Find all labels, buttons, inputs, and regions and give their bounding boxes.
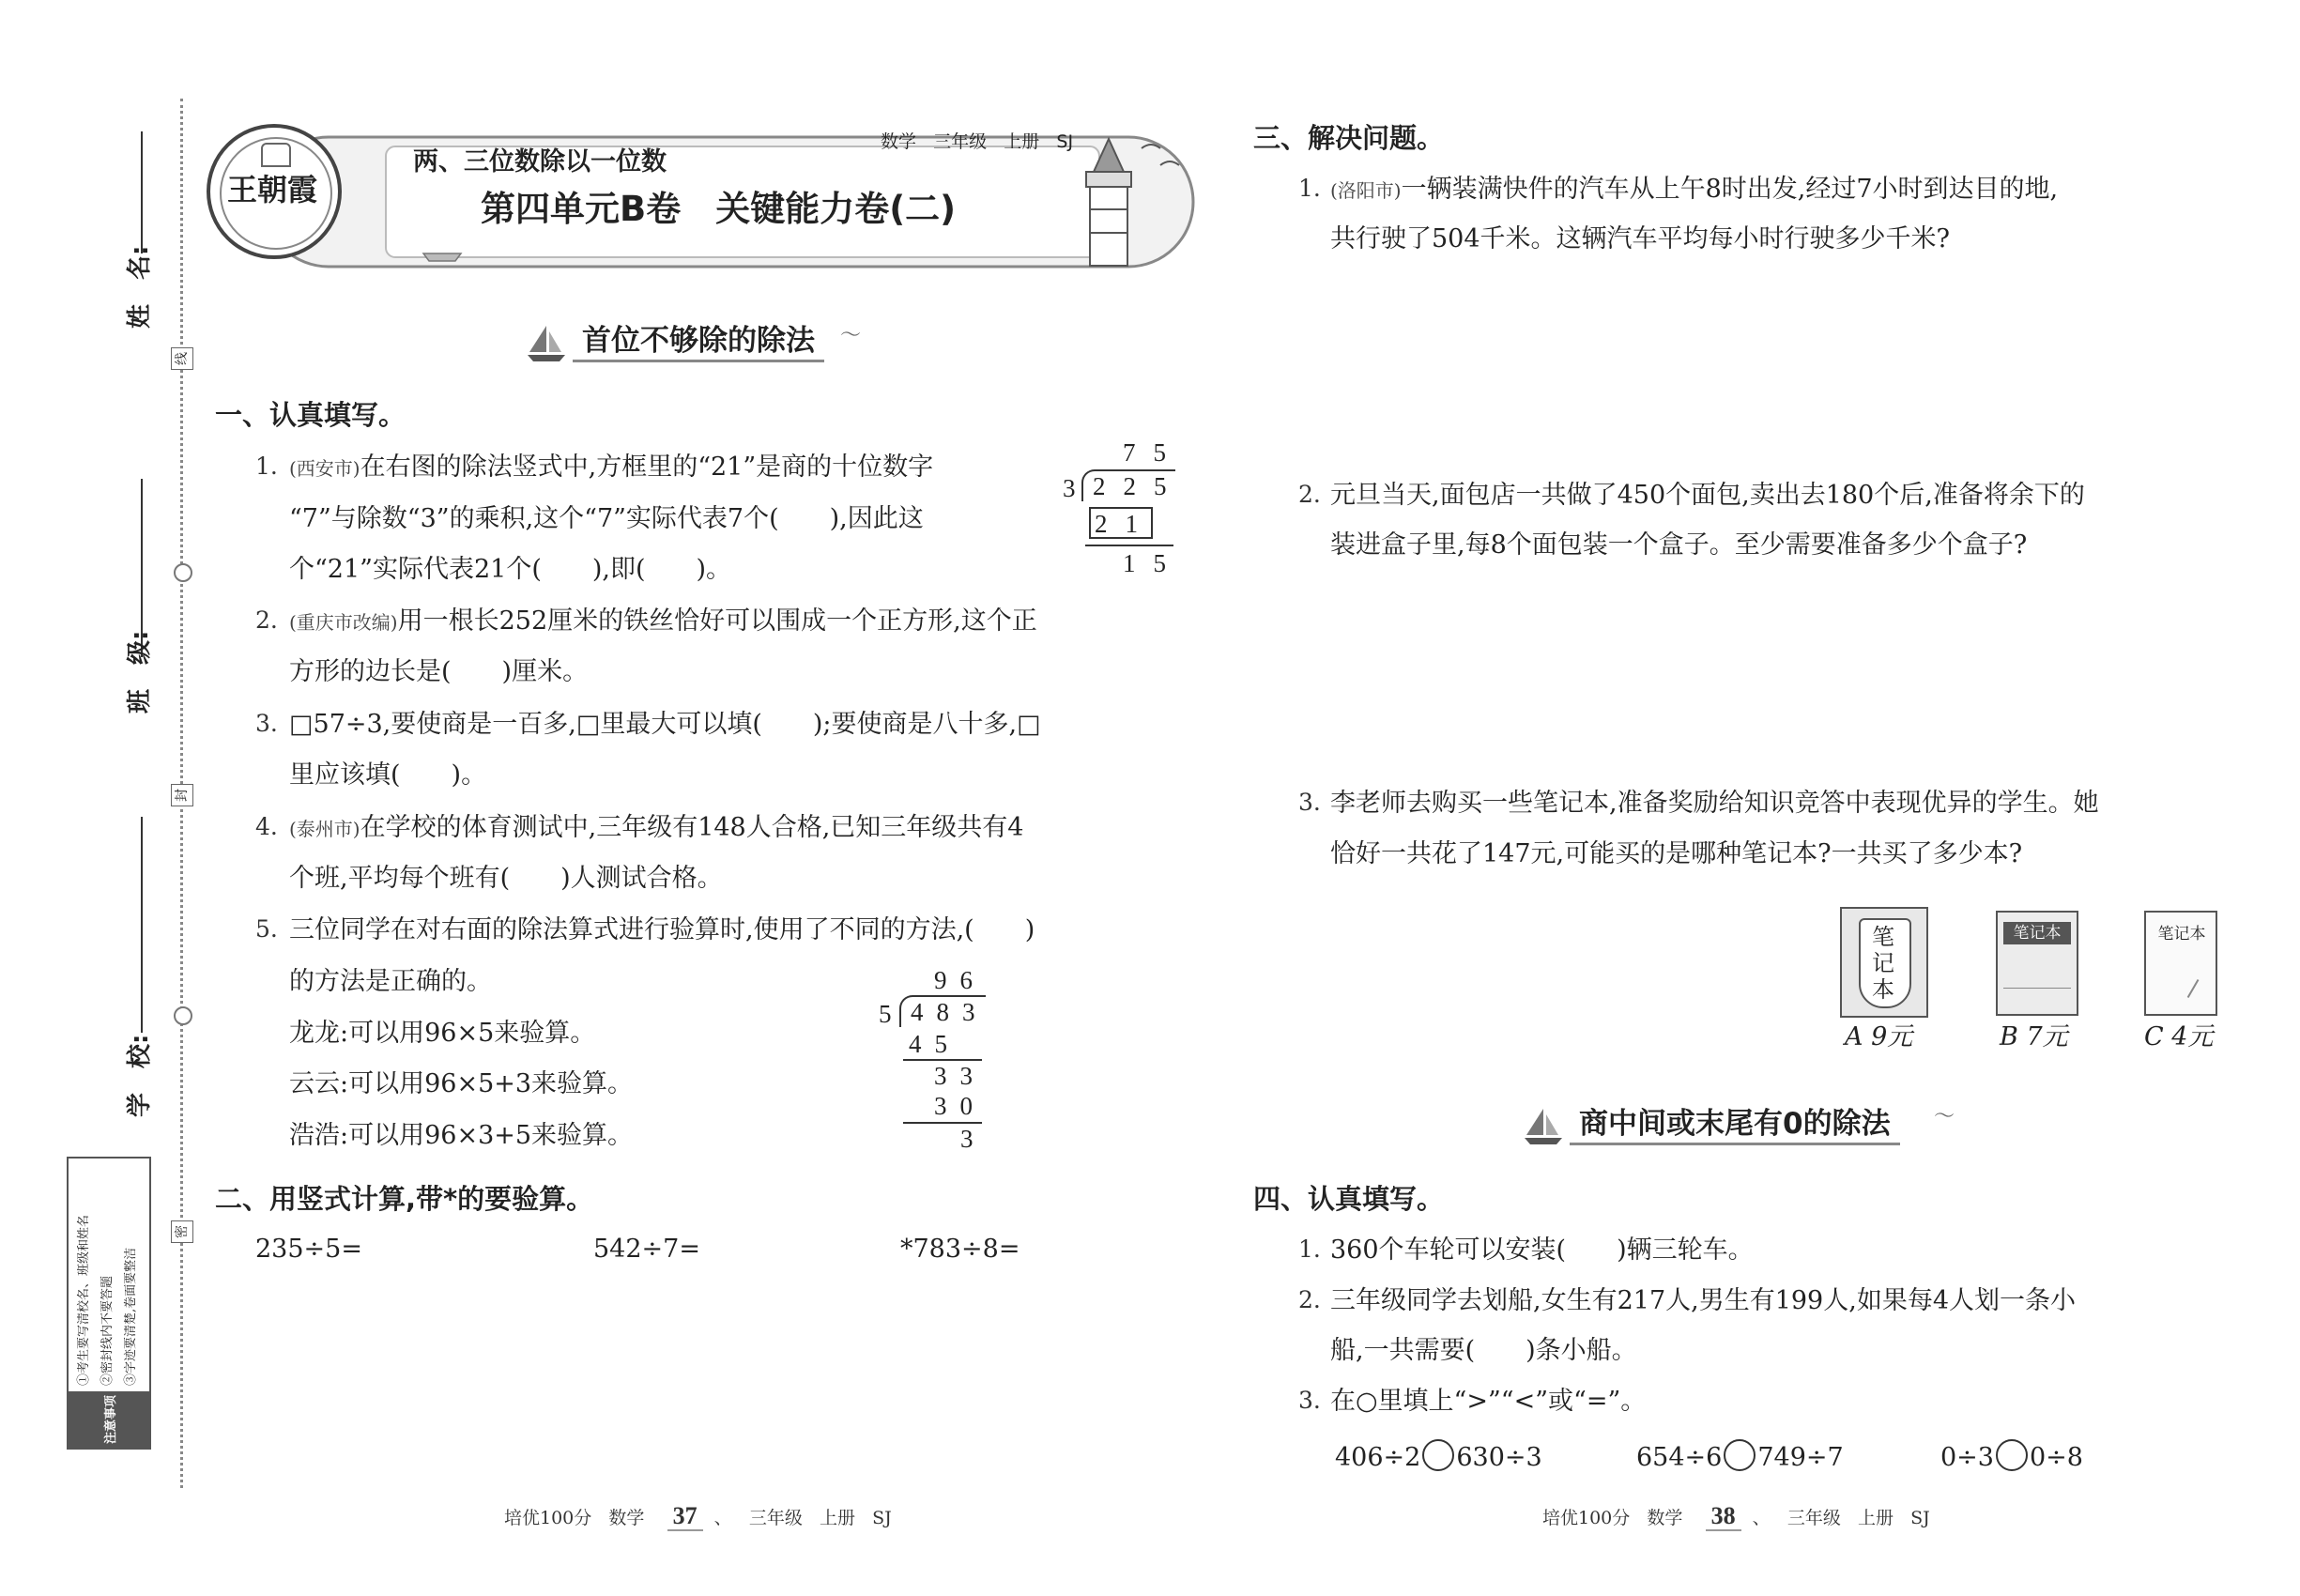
calc-item-3: *783÷8= bbox=[900, 1235, 1020, 1264]
q5-number: 5. bbox=[255, 915, 278, 943]
compare-right: 749÷7 bbox=[1757, 1443, 1844, 1472]
seal-char-feng: 封 bbox=[171, 784, 193, 806]
notes-title: 注意事项 bbox=[69, 1391, 149, 1448]
r4-q3-number: 3. bbox=[1298, 1387, 1321, 1414]
compare-right: 0÷8 bbox=[2029, 1443, 2083, 1472]
r4-q1-number: 1. bbox=[1298, 1235, 1321, 1263]
footer-sep: 、 bbox=[713, 1508, 732, 1528]
notebook-b-price: 7元 bbox=[2026, 1022, 2068, 1051]
r4-q2-number: 2. bbox=[1298, 1286, 1321, 1313]
section-heading: 商中间或末尾有0的除法 bbox=[1570, 1105, 1900, 1145]
footer-edition: SJ bbox=[1910, 1508, 1930, 1528]
footer-grade: 三年级 bbox=[1786, 1508, 1841, 1528]
page-number: 38 bbox=[1706, 1502, 1741, 1531]
compare-item-3 bbox=[1940, 1439, 2083, 1474]
sailboat-icon bbox=[1523, 1107, 1564, 1146]
page-number: 37 bbox=[667, 1502, 703, 1531]
meta-grade: 三年级 bbox=[933, 131, 988, 152]
calc-item-2: 542÷7= bbox=[593, 1235, 700, 1264]
footer-brand: 培优100分 bbox=[504, 1508, 592, 1528]
q5-line-1: 三位同学在对右面的除法算式进行验算时,使用了不同的方法,( ) bbox=[289, 915, 1035, 944]
div1-divisor: 3 bbox=[1063, 474, 1094, 502]
part1-title: 一、认真填写。 bbox=[215, 399, 406, 431]
div1-rule bbox=[1085, 545, 1173, 546]
compare-left: 654÷6 bbox=[1636, 1443, 1723, 1472]
notebook-c-cover: 笔记本 bbox=[2157, 925, 2206, 944]
r-q1-number: 1. bbox=[1298, 175, 1321, 202]
section-heading: 首位不够除的除法 bbox=[573, 322, 824, 362]
compare-item-2 bbox=[1636, 1439, 1844, 1474]
logo-text: 王朝霞 bbox=[227, 172, 318, 207]
div2-step3: 30 bbox=[934, 1092, 986, 1120]
r-q1-region: (洛阳市) bbox=[1330, 179, 1402, 202]
notebook-c-letter: C bbox=[2144, 1022, 2164, 1051]
meta-term: 上册 bbox=[1004, 131, 1040, 152]
notebook-c-label bbox=[2144, 1021, 2213, 1053]
notebook-a bbox=[1840, 907, 1928, 1018]
notebook-b-line bbox=[2003, 988, 2071, 989]
r4-q1-line-1: 360个车轮可以安装( )辆三轮车。 bbox=[1330, 1235, 1754, 1265]
div1-quotient: 75 bbox=[1123, 438, 1184, 467]
notebook-b bbox=[1996, 911, 2078, 1016]
school-underline bbox=[141, 817, 143, 1033]
r-q1-text: 一辆装满快件的汽车从上午8时出发,经过7小时到达目的地, bbox=[1401, 175, 2059, 204]
sailboat-icon bbox=[526, 324, 567, 363]
notebook-a-cover: 笔记本 bbox=[1872, 924, 1894, 1003]
r4-q2-line-2: 船,一共需要( )条小船。 bbox=[1330, 1336, 1637, 1365]
calc-item-1: 235÷5= bbox=[255, 1235, 362, 1264]
div2-step2: 33 bbox=[934, 1062, 986, 1090]
part3-title: 三、解决问题。 bbox=[1253, 122, 1445, 154]
q1-text: 在右图的除法竖式中,方框里的“21”是商的十位数字 bbox=[360, 453, 934, 482]
q1-line-1 bbox=[289, 452, 933, 484]
q5-option-yunyun: 云云:可以用96×5+3来验算。 bbox=[289, 1069, 634, 1098]
q2-line-1 bbox=[289, 606, 1037, 638]
q3-line-1: □57÷3,要使商是一百多,□里最大可以填( );要使商是八十多,□ bbox=[289, 710, 1041, 739]
r-q3-line-2: 恰好一共花了147元,可能买的是哪种笔记本?一共买了多少本? bbox=[1330, 839, 2023, 868]
compare-right: 630÷3 bbox=[1456, 1443, 1542, 1472]
r-q2-number: 2. bbox=[1298, 481, 1321, 508]
compare-left: 406÷2 bbox=[1335, 1443, 1421, 1472]
footer-grade: 三年级 bbox=[748, 1508, 803, 1528]
r4-q3-line-1: 在○里填上“>”“<”或“=”。 bbox=[1330, 1387, 1647, 1416]
part4-title: 四、认真填写。 bbox=[1253, 1183, 1445, 1215]
note-item: ①考生要写清校名、班级和姓名 bbox=[77, 1214, 91, 1386]
r-q3-line-1: 李老师去购买一些笔记本,准备奖励给知识竞答中表现优异的学生。她 bbox=[1330, 789, 2099, 818]
notebook-b-cover: 笔记本 bbox=[2003, 922, 2071, 944]
header-meta bbox=[881, 128, 1073, 153]
note-item: ③字迹要清楚,卷面要整洁 bbox=[124, 1247, 138, 1386]
notebook-a-label bbox=[1845, 1021, 1912, 1053]
name-label: 姓 名: bbox=[126, 245, 154, 329]
q1-region: (西安市) bbox=[289, 457, 360, 480]
compare-left: 0÷3 bbox=[1940, 1443, 1994, 1472]
footer-sep: 、 bbox=[1752, 1508, 1771, 1528]
q4-line-2: 个班,平均每个班有( )人测试合格。 bbox=[289, 864, 723, 893]
footer-edition: SJ bbox=[872, 1508, 892, 1528]
footer-term: 上册 bbox=[1857, 1508, 1894, 1528]
div1-remainder: 15 bbox=[1123, 549, 1184, 577]
notebook-a-price: 9元 bbox=[1871, 1022, 1913, 1051]
pen-icon bbox=[2187, 979, 2213, 1005]
part2-title: 二、用竖式计算,带*的要验算。 bbox=[215, 1183, 594, 1215]
swoosh-icon: 〜 bbox=[840, 324, 862, 347]
footer-subject: 数学 bbox=[608, 1508, 645, 1528]
q5-line-2: 的方法是正确的。 bbox=[289, 967, 492, 996]
r4-q2-line-1: 三年级同学去划船,女生有217人,男生有199人,如果每4人划一条小 bbox=[1330, 1286, 2076, 1315]
answer-circle bbox=[1996, 1439, 2028, 1471]
notebook-b-letter: B bbox=[2000, 1022, 2018, 1051]
div2-quotient: 96 bbox=[934, 966, 986, 994]
q4-text: 在学校的体育测试中,三年级有148人合格,已知三年级共有4 bbox=[360, 813, 1024, 842]
q2-number: 2. bbox=[255, 606, 278, 634]
footer-subject: 数学 bbox=[1647, 1508, 1683, 1528]
binding-hole-icon bbox=[174, 563, 192, 582]
q3-number: 3. bbox=[255, 710, 278, 737]
binding-hole-icon bbox=[174, 1006, 192, 1025]
div2-step1: 45 bbox=[909, 1030, 960, 1058]
notes-list bbox=[69, 1159, 149, 1391]
seal-char-mi: 密 bbox=[171, 1220, 193, 1243]
unit-topic: 两、三位数除以一位数 bbox=[413, 147, 667, 176]
notebook-b-label bbox=[2000, 1021, 2068, 1053]
swoosh-icon: 〜 bbox=[1934, 1105, 1955, 1128]
page-title: 第四单元B卷 关键能力卷(二) bbox=[481, 189, 957, 229]
q4-number: 4. bbox=[255, 813, 278, 840]
div2-remainder: 3 bbox=[960, 1125, 987, 1153]
q1-number: 1. bbox=[255, 453, 278, 480]
notebook-a-letter: A bbox=[1845, 1022, 1863, 1051]
div2-dividend: 483 bbox=[899, 995, 986, 1027]
q2-line-2: 方形的边长是( )厘米。 bbox=[289, 657, 589, 686]
logo-seal bbox=[207, 124, 342, 259]
q1-line-3: 个“21”实际代表21个( ),即( )。 bbox=[289, 555, 732, 584]
r-q3-number: 3. bbox=[1298, 789, 1321, 816]
q5-option-haohao: 浩浩:可以用96×3+5来验算。 bbox=[289, 1121, 634, 1150]
name-underline bbox=[141, 131, 143, 253]
q5-option-longlong: 龙龙:可以用96×5来验算。 bbox=[289, 1019, 596, 1048]
div2-divisor: 5 bbox=[879, 1000, 905, 1028]
r-q1-line-2: 共行驶了504千米。这辆汽车平均每小时行驶多少千米? bbox=[1330, 224, 1951, 253]
r-q1-line-1 bbox=[1330, 174, 2058, 207]
q4-region: (泰州市) bbox=[289, 818, 360, 840]
q4-line-1 bbox=[289, 812, 1024, 845]
notebook-c-price: 4元 bbox=[2171, 1022, 2214, 1051]
class-label: 班 级: bbox=[126, 630, 154, 714]
q2-text: 用一根长252厘米的铁丝恰好可以围成一个正方形,这个正 bbox=[397, 606, 1037, 636]
note-item: ②密封线内不要答题 bbox=[100, 1275, 115, 1386]
answer-circle bbox=[1422, 1439, 1454, 1471]
r-q2-line-2: 装进盒子里,每8个面包装一个盒子。至少需要准备多少个盒子? bbox=[1330, 530, 2028, 560]
ship-icon bbox=[423, 253, 461, 261]
footer-right bbox=[1542, 1502, 1930, 1530]
q1-line-2: “7”与除数“3”的乘积,这个“7”实际代表7个( ),因此这 bbox=[289, 504, 924, 533]
meta-edition: SJ bbox=[1056, 131, 1074, 152]
answer-circle bbox=[1724, 1439, 1756, 1471]
notebook-c bbox=[2144, 911, 2217, 1016]
div1-dividend: 225 bbox=[1081, 469, 1175, 501]
footer-left bbox=[504, 1502, 892, 1530]
crown-icon bbox=[261, 143, 291, 167]
q3-line-2: 里应该填( )。 bbox=[289, 760, 487, 790]
meta-subject: 数学 bbox=[881, 131, 917, 152]
r-q2-line-1: 元旦当天,面包店一共做了450个面包,卖出去180个后,准备将余下的 bbox=[1330, 481, 2085, 510]
school-label: 学 校: bbox=[126, 1034, 154, 1117]
footer-term: 上册 bbox=[819, 1508, 855, 1528]
q2-region: (重庆市改编) bbox=[289, 611, 398, 634]
footer-brand: 培优100分 bbox=[1542, 1508, 1631, 1528]
notes-box bbox=[67, 1157, 151, 1450]
compare-item-1 bbox=[1335, 1439, 1542, 1474]
div1-boxed-product: 21 bbox=[1089, 507, 1153, 539]
seal-char-xian: 线 bbox=[171, 347, 193, 370]
